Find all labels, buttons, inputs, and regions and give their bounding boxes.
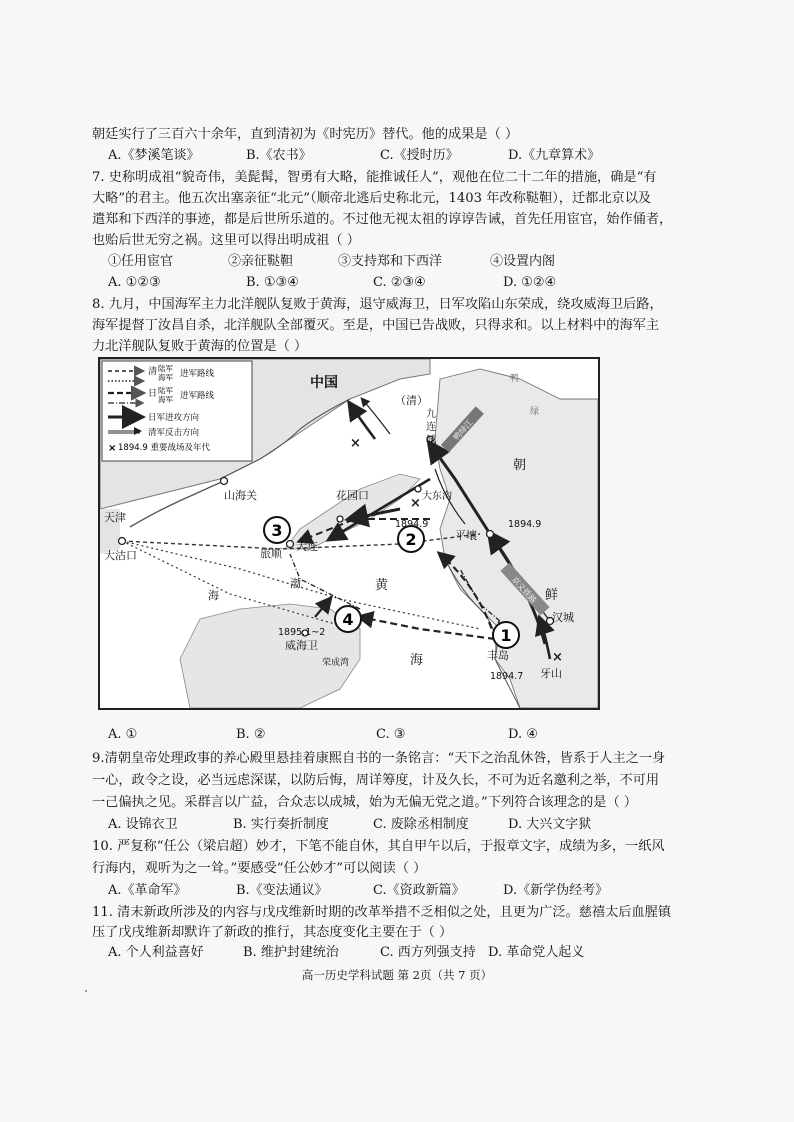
svg-text:×: × [552,650,563,665]
label-dalian: 大连 [296,540,318,553]
q8-option-d[interactable]: D. ④ [508,727,538,742]
label-hai-1: 海 [208,589,219,602]
q9-option-b[interactable]: B. 实行奏折制度 [233,817,329,832]
battle-site-4 [335,606,361,632]
legend-qing-route: 进军路线 [180,369,215,379]
q8-option-b[interactable]: B. ② [236,727,266,742]
label-huayuankou: 花园口 [336,489,369,502]
label-fengdao: 丰岛 [487,649,509,662]
label-lushun: 旅顺 [260,547,282,560]
svg-text:3: 3 [271,521,283,540]
q7-option-a[interactable]: A. ①②③ [108,275,161,290]
svg-text:×: × [350,436,361,451]
label-lu: 绿 [530,407,540,417]
q7-stem-line: 遣郑和下西洋的事迹，都是后世所乐道的。不过他无视太祖的谆谆告诫，首先任用宦官，始作俑者， [92,212,673,227]
q6-text: 朝廷实行了三百六十余年，直到清初为《时宪历》替代。他的成果是（ ） [92,127,519,142]
label-hancheng: 汉城 [552,611,574,624]
label-qing: （清） [395,394,428,407]
q8-stem-line: 海军提督丁汝昌自杀，北洋舰队全部覆灭。至是，中国已告战败，只得求和。以上材料中的海军主 [92,318,660,333]
q6-option-a[interactable]: A.《梦溪笔谈》 [108,148,200,163]
q9-option-d[interactable]: D. 大兴文字狱 [508,817,592,832]
label-date-fengdao: 1894.7 [490,671,524,682]
q7-item-4: ④设置内阁 [490,254,556,269]
q8-option-c[interactable]: C. ③ [376,727,406,742]
label-hai-2: 海 [410,653,424,668]
sino-japanese-war-map [98,357,600,710]
q7-option-b[interactable]: B. ①③④ [246,275,299,290]
label-pingrang: 平壤 [455,529,477,542]
legend-japan-attack: 日军进攻方向 [148,413,200,423]
label-date-pingrang: 1894.9 [508,519,542,530]
legend-japan-route: 进军路线 [180,391,215,401]
legend-battle: 1894.9 重要战场及年代 [118,443,210,453]
label-rongcheng: 荣成湾 [322,658,350,668]
q8-stem-line: 8. 九月，中国海军主力北洋舰队复败于黄海，退守威海卫，日军攻陷山东荣成，绕攻威海卫后路， [92,297,663,312]
q6-option-d[interactable]: D.《九章算术》 [508,148,601,163]
label-shanhaiguan: 山海关 [224,489,257,502]
q6-option-b[interactable]: B.《农书》 [246,148,312,163]
svg-text:4: 4 [342,610,354,629]
label-chao: 朝 [513,458,527,473]
q7-stem-line: 也贻后世无穷之祸。这里可以得出明成祖（ ） [92,233,360,248]
label-ya: 鸭 [510,374,520,384]
q10-option-c[interactable]: C.《资政新篇》 [373,883,465,898]
label-huang: 黄 [375,578,389,593]
label-china: 中国 [310,375,338,391]
label-yashan: 牙山 [540,667,562,680]
label-tianjin: 天津 [104,511,126,524]
q11-options [108,944,708,962]
legend-battle-symbol: × [108,443,117,454]
legend-japan: 日 [148,389,158,399]
q7-item-2: ②亲征鞑靼 [228,254,294,269]
q10-option-b[interactable]: B.《变法通议》 [236,883,328,898]
svg-text:鸭绿江: 鸭绿江 [451,418,475,442]
q9-options [108,816,708,834]
legend-qing-counter: 清军反击方向 [148,428,200,438]
q9-stem-line: 9.清朝皇帝处理政事的养心殿里悬挂着康熙自书的一条铭言：“天下之治乱休咎，皆系于人主之一身 [92,751,666,766]
q6-options [108,147,708,165]
q10-option-a[interactable]: A.《革命军》 [108,883,187,898]
legend-japan-army: 陆军 [158,386,173,395]
legend-qing: 清 [148,367,158,377]
q7-stem-line: 大略”的君主。他五次出塞亲征“北元”（顺帝北逃后史称北元，1403 年改称鞑靼），迁都北京以及 [92,191,652,206]
label-jiulian-2: 连 [426,422,436,433]
label-bo: 渤 [290,577,301,590]
label-dadonggou: 大东沟 [422,491,452,502]
q7-option-d[interactable]: D. ①②④ [503,275,557,290]
label-weihaiwei: 威海卫 [285,639,318,652]
q10-option-d[interactable]: D.《新学伪经考》 [503,883,609,898]
svg-text:×: × [410,496,421,511]
q7-stem-line: 7. 史称明成祖“貌奇伟，美髭髯，智勇有大略，能推诚任人”，观他在位二十二年的措施，确是“有 [92,170,657,185]
label-jiulian-1: 九 [426,409,436,420]
q11-option-d[interactable]: D. 革命党人起义 [488,945,585,960]
q7-option-c[interactable]: C. ②③④ [373,275,426,290]
q11-option-b[interactable]: B. 维护封建统治 [243,945,339,960]
map-legend [102,361,252,461]
label-date-weihaiwei: 1895.1~2 [278,627,326,638]
legend-qing-navy: 海军 [158,373,173,382]
label-jiulian-3: 城 [426,435,436,446]
q8-stem-line: 力北洋舰队复败于黄海的位置是（ ） [92,339,308,354]
q7-options [108,274,708,292]
q7-item-3: ③支持郑和下西洋 [338,254,443,269]
scan-speck [85,990,87,992]
legend-japan-navy: 海军 [158,395,173,404]
q7-items [108,253,708,271]
q10-stem-line: 10. 严复称“任公（梁启超）妙才，下笔不能自休，其自甲午以后，于报章文字，成绩为多，一纸风 [92,839,665,854]
svg-text:1: 1 [500,626,512,645]
label-xian: 鲜 [545,588,559,603]
q11-stem-line: 压了戊戌维新却默许了新政的推行，其态度变化主要在于（ ） [92,925,453,940]
legend-qing-army: 陆军 [158,364,173,373]
battle-site-1 [493,622,519,648]
svg-text:2: 2 [405,530,417,549]
q8-option-a[interactable]: A. ① [108,727,138,742]
q9-option-c[interactable]: C. 废除丞相制度 [373,817,469,832]
q11-option-a[interactable]: A. 个人利益喜好 [108,945,204,960]
q8-options [108,726,708,744]
battle-site-3 [264,517,290,543]
q7-item-1: ①任用宦官 [108,254,174,269]
q9-option-a[interactable]: A. 设锦衣卫 [108,817,178,832]
q11-stem-line: 11. 清末新政所涉及的内容与戊戌维新时期的改革举措不乏相似之处，且更为广泛。慈禧太后血腥镇 [92,905,672,920]
label-date-dadonggou: 1894.9 [395,519,429,530]
svg-text:京义铁路: 京义铁路 [509,575,538,605]
q6-option-c[interactable]: C.《授时历》 [380,148,459,163]
page-footer: 高一历史学科试题 第 2页（共 7 页） [301,968,493,982]
q9-stem-line: 一心，政令之设，必当远虑深谋，以防后悔，周详筹度，计及久长，不可为近名邀利之举，不可用 [92,773,660,788]
label-dagukou: 大沽口 [104,549,137,562]
q9-stem-line: 一己偏执之见。采群言以广益，合众志以成城，始为无偏无党之道。”下列符合该理念的是（ ） [92,795,638,810]
q10-options [108,882,708,900]
q10-stem-line: 行海内，观听为之一耸。”要感受“任公妙才”可以阅读（ ） [92,861,427,876]
q11-option-c[interactable]: C. 西方列强支持 [380,945,476,960]
